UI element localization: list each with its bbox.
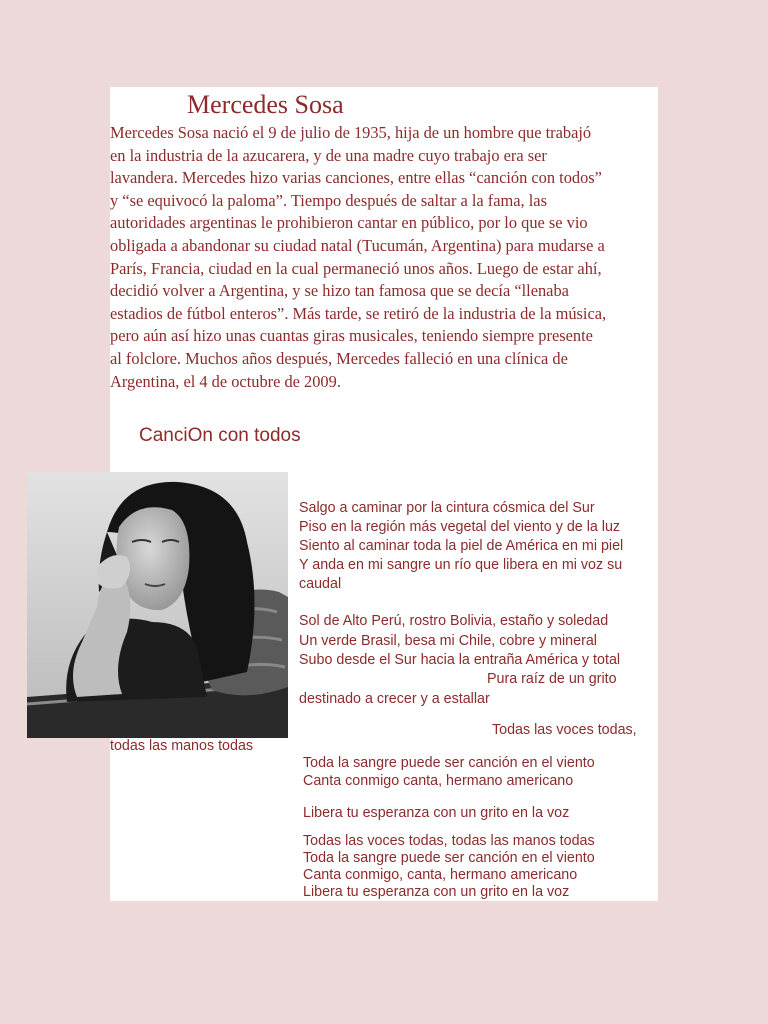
- song-title: CanciOn con todos: [139, 425, 301, 446]
- bio-line: obligada a abandonar su ciudad natal (Tucumán, Argentina) para mudarse a: [110, 235, 605, 255]
- bio-line: Argentina, el 4 de octubre de 2009.: [110, 371, 341, 391]
- lyric-line: Libera tu esperanza con un grito en la voz: [303, 884, 570, 900]
- bio-line: al folclore. Muchos años después, Mercedes falleció en una clínica de: [110, 348, 568, 368]
- lyric-line: Toda la sangre puede ser canción en el viento: [303, 755, 595, 771]
- bio-line: pero aún así hizo unas cuantas giras musicales, teniendo siempre presente: [110, 326, 593, 346]
- lyric-line: Libera tu esperanza con un grito en la voz: [303, 805, 570, 821]
- portrait-photo: [27, 472, 288, 738]
- lyric-line: Toda la sangre puede ser canción en el viento: [303, 850, 595, 866]
- lyric-line: Todas las voces todas, todas las manos todas: [303, 833, 595, 849]
- lyric-line: Pura raíz de un grito: [487, 671, 617, 687]
- lyric-line: Y anda en mi sangre un río que libera en mi voz su: [299, 557, 623, 573]
- lyric-line: Piso en la región más vegetal del viento y de la luz: [299, 519, 621, 535]
- lyric-line: Subo desde el Sur hacia la entraña América y total: [299, 652, 621, 668]
- biography-paragraph: [110, 122, 658, 393]
- lyric-line: Un verde Brasil, besa mi Chile, cobre y mineral: [299, 632, 597, 649]
- bio-line: París, Francia, ciudad en la cual permaneció unos años. Luego de estar ahí,: [110, 258, 602, 278]
- lyrics-chorus-2: [303, 833, 595, 901]
- lyric-line: Canta conmigo, canta, hermano americano: [303, 867, 578, 883]
- lyric-line: Sol de Alto Perú, rostro Bolivia, estaño y soledad: [299, 613, 609, 629]
- bio-line: lavandera. Mercedes hizo varias canciones, entre ellas “canción con todos”: [110, 168, 602, 188]
- bio-line: Mercedes Sosa nació el 9 de julio de 1935, hija de un hombre que trabajó: [110, 123, 592, 142]
- lyric-line: Canta conmigo canta, hermano americano: [303, 772, 574, 789]
- lyric-line: caudal: [299, 576, 342, 592]
- lyric-line: Todas las voces todas,: [492, 722, 637, 738]
- bio-line: en la industria de la azucarera, y de una madre cuyo trabajo era ser: [110, 145, 547, 165]
- bio-line: decidió volver a Argentina, y se hizo tan famosa que se decía “llenaba: [110, 281, 569, 301]
- lyric-line: Siento al caminar toda la piel de América en mi piel: [299, 538, 624, 554]
- page-title: Mercedes Sosa: [187, 90, 344, 119]
- lyric-line: todas las manos todas: [110, 738, 254, 754]
- bio-line: autoridades argentinas le prohibieron cantar en público, por lo que se vio: [110, 213, 588, 233]
- lyric-line: destinado a crecer y a estallar: [299, 691, 490, 707]
- bio-line: y “se equivocó la paloma”. Tiempo después de saltar a la fama, las: [110, 190, 547, 210]
- bio-line: estadios de fútbol enteros”. Más tarde, se retiró de la industria de la música,: [110, 303, 607, 323]
- lyric-line: Salgo a caminar por la cintura cósmica del Sur: [299, 500, 595, 516]
- lyrics-stanza-2: [299, 612, 620, 671]
- lyrics-chorus-1: [303, 755, 595, 790]
- lyrics-stanza-1: [299, 499, 623, 594]
